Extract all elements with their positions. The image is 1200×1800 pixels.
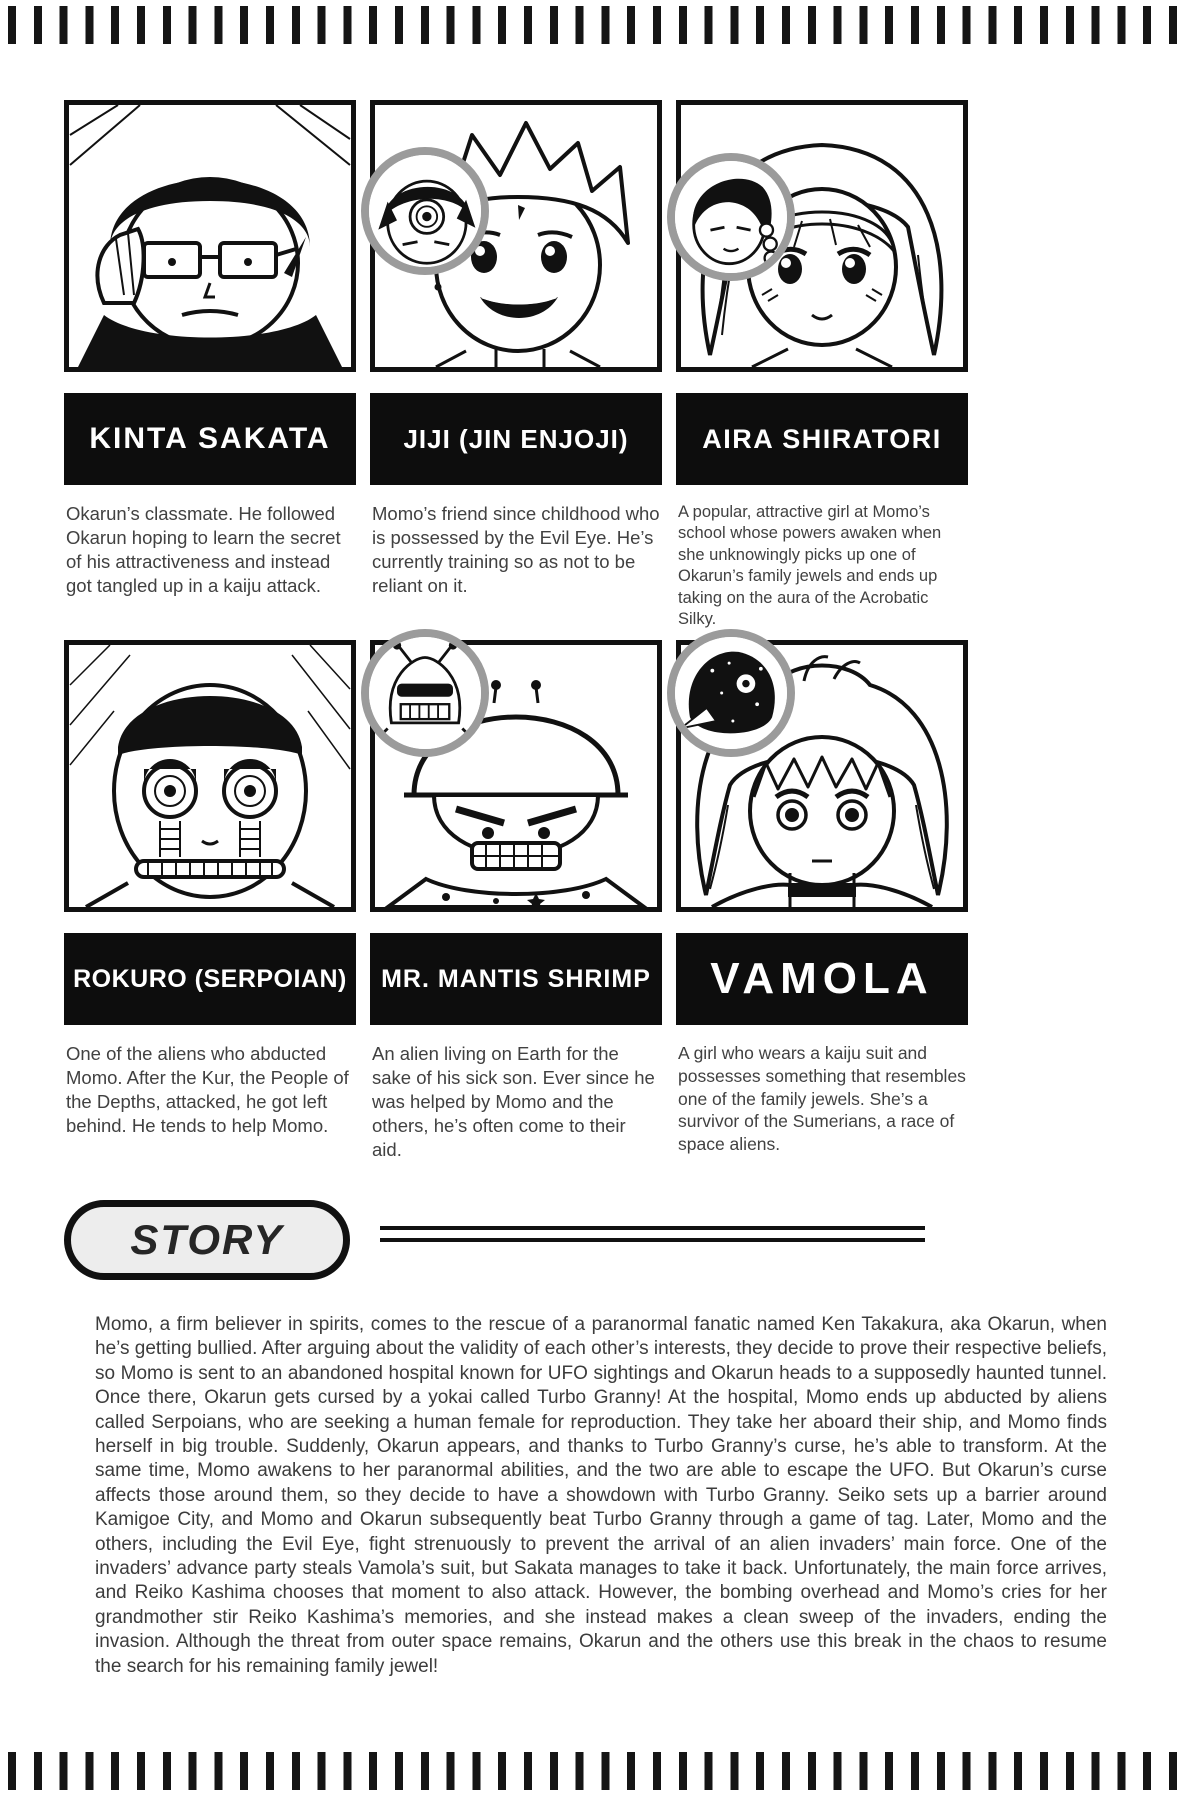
kaiju-head-inset-art: [675, 637, 787, 749]
mr-mantis-shrimp-description: An alien living on Earth for the sake of his sick son. Ever since he was helped by Momo and the others, he’s often come to their aid.: [372, 1043, 655, 1161]
mantis-shrimp-alien-inset: [361, 629, 489, 757]
kinta-sakata-portrait: [64, 100, 356, 372]
story-synopsis-text: Momo, a firm believer in spirits, comes to the rescue of a paranormal fanatic named Ken Takakura, aka Okarun, when he’s getting bullied. After arguing about the validity of each other’s interests, they decide to prove their respective beliefs, so Momo is sent to an abandoned hospital known for UFO sightings and Okarun heads to a supposedly haunted tunnel. Once there, Okarun gets cursed by a yokai called Turbo Granny! At the hospital, Momo ends up abducted by aliens called Serpoians, who are seeking a human female for reproduction. They take her aboard their ship, and Momo finds herself in big trouble. Suddenly, Okarun appears, and thanks to Turbo Granny’s curse, he’s able to transform. At the same time, Momo awakens to her paranormal abilities, and the two are able to escape the UFO. But Okarun’s curse affects those around them, so they decide to have a showdown with Turbo Granny. Seiko sets up a barrier around Kamigoe City, and Momo and Okarun subsequently beat Turbo Granny through a game of tag. Later, Momo and the others, including the Evil Eye, fight strenuously to prevent the arrival of an alien invaders’ main force. One of the invaders’ advance party steals Vamola’s suit, but Sakata manages to take it back. Unfortunately, the main force arrives, and Reiko Kashima chooses that moment to also attack. However, the bombing overhead and Momo’s cries for her grandmother stir Reiko Kashima’s memories, and she instead makes a clean sweep of the invaders, ending the invasion. Although the threat from outer space remains, Okarun and the others use this break in the chaos to resume the search for his remaining family jewel!: [95, 1314, 1107, 1677]
jiji-portrait: [370, 100, 662, 372]
aira-shiratori-description: A popular, attractive girl at Momo’s school whose powers awaken when she unknowingly picks up one of Okarun’s family jewels and ends up taking on the aura of the Acrobatic Silky.: [678, 503, 942, 629]
character-card-kinta-sakata: [64, 100, 356, 598]
rokuro-name-banner: ROKURO (SERPOIAN): [64, 933, 356, 1025]
mr-mantis-shrimp-name-banner: MR. MANTIS SHRIMP: [370, 933, 662, 1025]
kinta-sakata-description: Okarun’s classmate. He followed Okarun hoping to learn the secret of his attractiveness and instead got tangled up in a kaiju attack.: [66, 503, 341, 597]
kaiju-head-inset: [667, 629, 795, 757]
acrobatic-silky-inset: [667, 153, 795, 281]
mr-mantis-shrimp-portrait: [370, 640, 662, 912]
film-strip-bottom-border: [8, 1752, 1192, 1790]
jiji-name-banner: JIJI (JIN ENJOJI): [370, 393, 662, 485]
rokuro-description: One of the aliens who abducted Momo. After the Kur, the People of the Depths, attacked, he got left behind. He tends to help Momo.: [66, 1043, 349, 1137]
jiji-description: Momo’s friend since childhood who is possessed by the Evil Eye. He’s currently training so as not to be reliant on it.: [372, 503, 660, 597]
character-card-aira-shiratori: [676, 100, 968, 631]
evil-eye-inset: [361, 147, 489, 275]
rokuro-portrait: [64, 640, 356, 912]
character-card-rokuro: [64, 640, 356, 1138]
kinta-sakata-portrait-art: [69, 105, 351, 367]
aira-shiratori-portrait: [676, 100, 968, 372]
character-card-jiji: [370, 100, 662, 598]
evil-eye-inset-art: [369, 155, 481, 267]
vamola-description: A girl who wears a kaiju suit and possesses something that resembles one of the family jewels. She’s a survivor of the Sumerians, a race of space aliens.: [678, 1043, 966, 1154]
vamola-portrait: [676, 640, 968, 912]
story-divider-lines: [380, 1226, 925, 1242]
character-card-mr-mantis-shrimp: [370, 640, 662, 1162]
character-card-vamola: [676, 640, 968, 1156]
film-strip-top-border: [8, 6, 1192, 44]
story-section-label: STORY: [64, 1200, 350, 1280]
acrobatic-silky-inset-art: [675, 161, 787, 273]
vamola-name-banner: VAMOLA: [676, 933, 968, 1025]
mantis-shrimp-alien-inset-art: [369, 637, 481, 749]
aira-shiratori-name-banner: AIRA SHIRATORI: [676, 393, 968, 485]
kinta-sakata-name-banner: KINTA SAKATA: [64, 393, 356, 485]
rokuro-portrait-art: [69, 645, 351, 907]
